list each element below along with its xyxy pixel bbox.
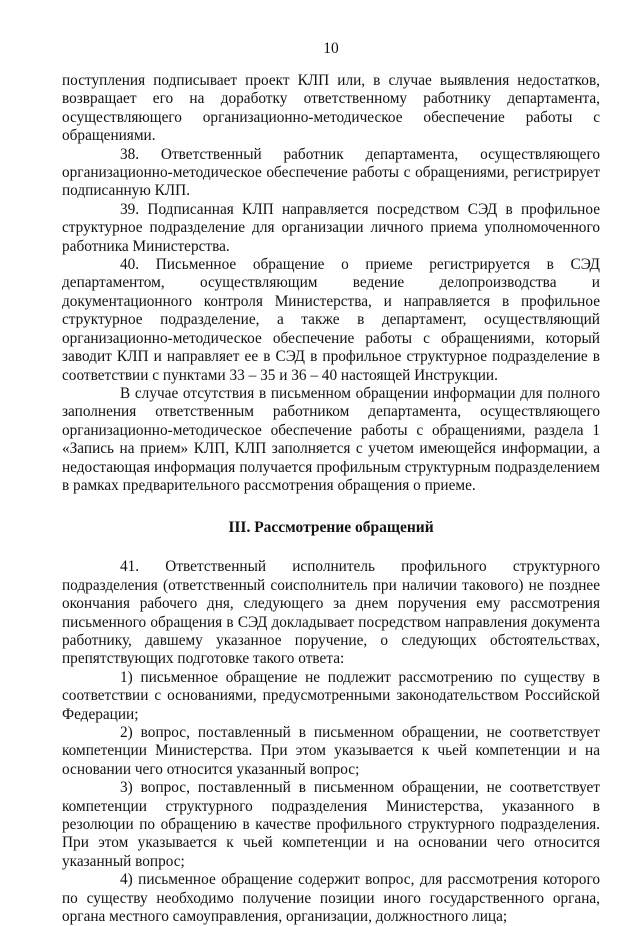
- paragraph-40-note: В случае отсутствия в письменном обращении информации для полного заполнения ответственным работником департамента, осуществляющего организационно-методическое обеспечение работы с обращениями, раздела 1 «Запись на прием» КЛП, КЛП заполняется с учетом имеющейся информации, а недостающая информация получается профильным структурным подразделением в рамках предварительного рассмотрения обращения о приеме.: [62, 384, 600, 494]
- list-item-3: 3) вопрос, поставленный в письменном обращении, не соответствует компетенции структурного подразделения Министерства, указанного в резолюции по обращению в качестве профильного структурного подразделения. При этом указывается к чьей компетенции и на основании чего относится указанный вопрос;: [62, 779, 600, 870]
- paragraph-41: 41. Ответственный исполнитель профильного структурного подразделения (ответственный соисполнитель при наличии такового) не позднее окончания рабочего дня, следующего за днем поручения ему рассмотрения письменного обращения в СЭД докладывает посредством направления документа работнику, давшему указанное поручение, о следующих обстоятельствах, препятствующих подготовке такого ответа:: [62, 558, 600, 668]
- paragraph-38: 38. Ответственный работник департамента, осуществляющего организационно-методическое обеспечение работы с обращениями, регистрирует подписанную КЛП.: [62, 145, 600, 200]
- section-heading: III. Рассмотрение обращений: [228, 519, 434, 537]
- paragraph-39: 39. Подписанная КЛП направляется посредством СЭД в профильное структурное подразделение для организации личного приема уполномоченного работника Министерства.: [62, 200, 600, 255]
- page-number: 10: [323, 40, 339, 57]
- list-item-2: 2) вопрос, поставленный в письменном обращении, не соответствует компетенции Министерства. При этом указывается к чьей компетенции и на основании чего относится указанный вопрос;: [62, 724, 600, 778]
- paragraph-continuation: поступления подписывает проект КЛП или, в случае выявления недостатков, возвращает его на доработку ответственному работнику департамента, осуществляющего организационно-методическое обеспечение работы с обращениями.: [62, 72, 600, 145]
- paragraph-40: 40. Письменное обращение о приеме регистрируется в СЭД департаментом, осуществляющим ведение делопроизводства и документационного контроля Министерства, и направляется в профильное структурное подразделение, а также в департамент, осуществляющий организационно-методическое обеспечение работы с обращениями, который заводит КЛП и направляет ее в СЭД в профильное структурное подразделение в соответствии с пунктами 33 – 35 и 36 – 40 настоящей Инструкции.: [62, 256, 600, 384]
- list-item-4: 4) письменное обращение содержит вопрос, для рассмотрения которого по существу необходимо получение позиции иного государственного органа, органа местного самоуправления, организации, должностного лица;: [62, 871, 600, 926]
- list-item-1: 1) письменное обращение не подлежит рассмотрению по существу в соответствии с основаниями, предусмотренными законодательством Российской Федерации;: [62, 668, 600, 723]
